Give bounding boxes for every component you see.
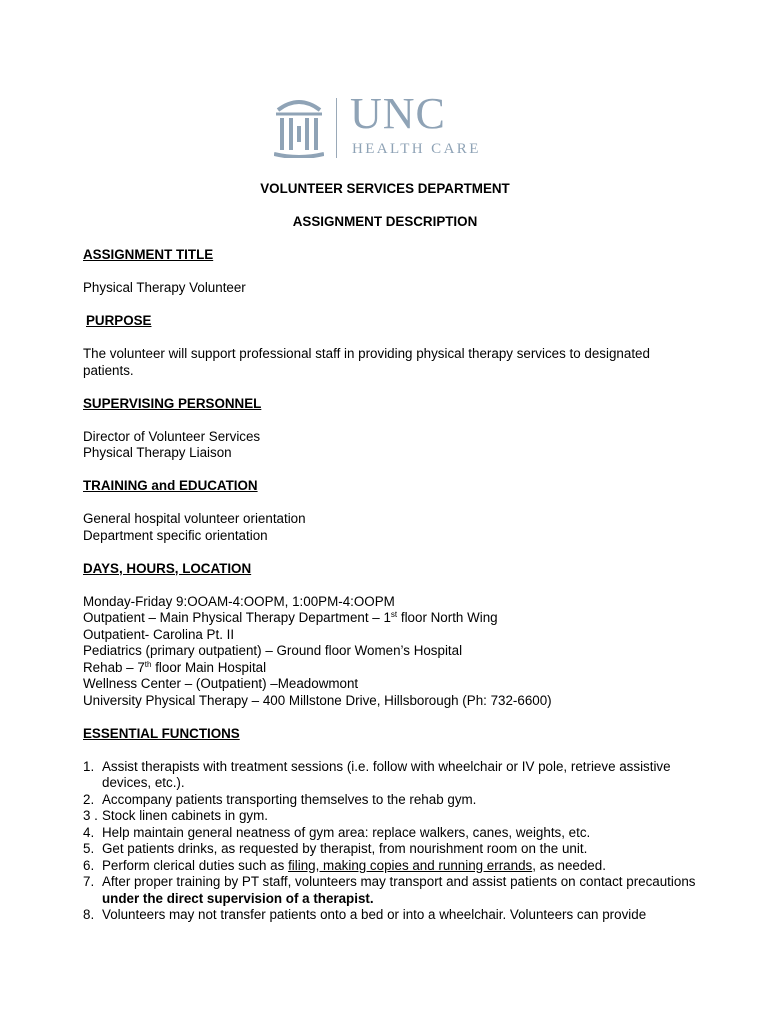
essential-functions-list (83, 759, 703, 924)
list-item: 2. Accompany patients transporting themselves to the rehab gym. (83, 791, 477, 807)
schedule-line: Monday-Friday 9:OOAM-4:OOPM, 1:00PM-4:OOPM (83, 593, 395, 609)
logo-divider (336, 98, 337, 158)
section-heading-training: TRAINING and EDUCATION (83, 478, 258, 493)
location-line: Rehab – 7th floor Main Hospital (83, 659, 267, 675)
location-line: University Physical Therapy – 400 Millstone Drive, Hillsborough (Ph: 732-6600) (83, 692, 552, 708)
list-item: 7. After proper training by PT staff, volunteers may transport and assist patients on contact precautions under the direct supervision of a therapist. (83, 874, 696, 906)
section-heading-essential-functions: ESSENTIAL FUNCTIONS (83, 725, 240, 741)
section-heading-assignment-title: ASSIGNMENT TITLE (83, 247, 214, 262)
section-heading-days-hours-location: DAYS, HOURS, LOCATION (83, 560, 252, 576)
assignment-title-text: Physical Therapy Volunteer (83, 280, 246, 295)
supervisor-line: Director of Volunteer Services (83, 428, 261, 444)
document-body (83, 247, 703, 924)
logo-subtitle: HEALTH CARE (352, 141, 481, 157)
training-line: Department specific orientation (83, 527, 268, 543)
list-item: 4. Help maintain general neatness of gym area: replace walkers, canes, weights, etc. (83, 824, 591, 840)
purpose-text: The volunteer will support professional staff in providing physical therapy services to designated patients. (83, 346, 650, 378)
list-item: 3 . Stock linen cabinets in gym. (83, 808, 268, 823)
document-title: ASSIGNMENT DESCRIPTION (292, 214, 478, 229)
section-heading-purpose: PURPOSE (86, 313, 152, 328)
section-heading-supervising: SUPERVISING PERSONNEL (83, 395, 262, 411)
location-line: Pediatrics (primary outpatient) – Ground floor Women’s Hospital (83, 643, 463, 658)
old-well-icon (274, 96, 324, 158)
location-line: Outpatient- Carolina Pt. II (83, 626, 235, 642)
list-item: 5. Get patients drinks, as requested by therapist, from nourishment room on the unit. (83, 841, 588, 856)
location-line: Wellness Center – (Outpatient) –Meadowmont (83, 676, 359, 691)
list-item: 6. Perform clerical duties such as filing, making copies and running errands, as needed. (83, 857, 606, 873)
location-line: Outpatient – Main Physical Therapy Department – 1st floor North Wing (83, 610, 498, 625)
list-item: 8. Volunteers may not transfer patients onto a bed or into a wheelchair. Volunteers can provide (83, 907, 647, 922)
department-heading: VOLUNTEER SERVICES DEPARTMENT (260, 181, 510, 196)
list-item: 1. Assist therapists with treatment sessions (i.e. follow with wheelchair or IV pole, retrieve assistive devices, etc.). (83, 758, 671, 790)
unc-health-care-logo (274, 89, 504, 162)
logo-wordmark: UNC (350, 89, 446, 138)
supervisor-line: Physical Therapy Liaison (83, 445, 232, 460)
training-line: General hospital volunteer orientation (83, 511, 306, 526)
